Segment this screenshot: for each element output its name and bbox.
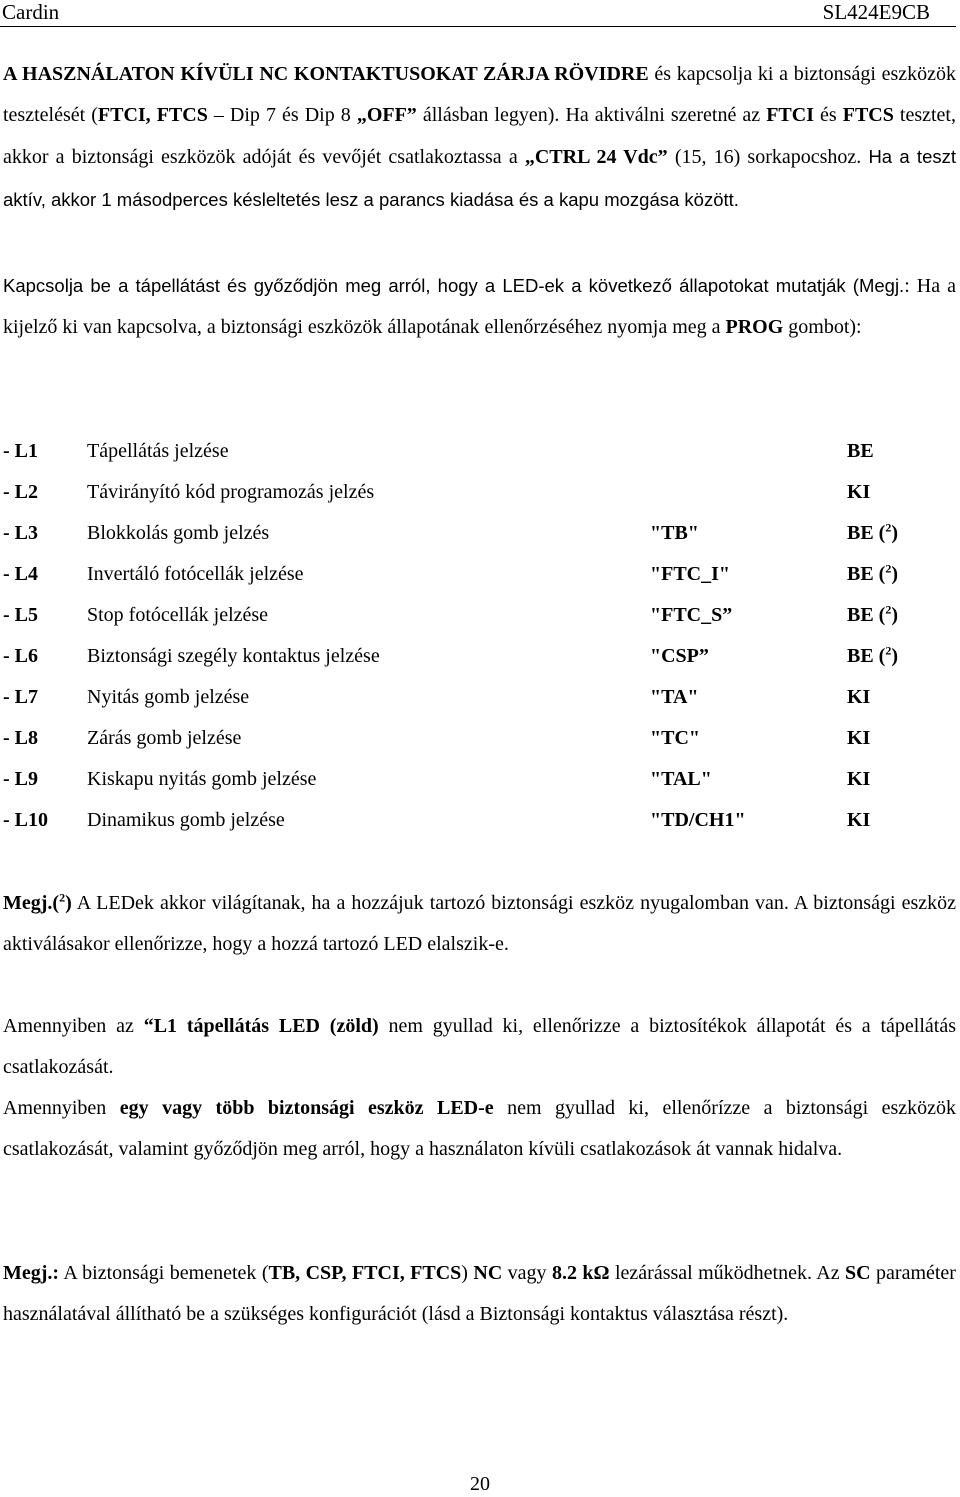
led-id: - L4 — [3, 563, 38, 585]
intro-text-3: állásban legyen). Ha aktiválni szeretné az — [416, 104, 767, 127]
led-state: BE — [847, 440, 874, 462]
led-description: Kiskapu nyitás gomb jelzése — [87, 768, 317, 790]
safety-emphasis: egy vagy több biztonsági eszköz LED-e — [119, 1097, 494, 1119]
led-row — [3, 431, 898, 472]
led-state: BE ($^2$) — [847, 602, 899, 626]
led-code: "TB" — [650, 522, 699, 544]
check-text-3: gombot): — [783, 316, 862, 339]
check-prog: PROG — [725, 316, 784, 339]
led-id: - L9 — [3, 768, 38, 790]
intro-text-2: – Dip 7 és Dip 8 — [207, 104, 357, 127]
intro-emphasis: A HASZNÁLATON KÍVÜLI NC KONTAKTUSOKAT ZÁRJA RÖVIDRE — [3, 63, 649, 85]
led-id: - L8 — [3, 727, 38, 749]
led-row — [3, 718, 898, 759]
led-state: KI — [847, 481, 871, 503]
note2-sc: SC — [845, 1262, 871, 1284]
led-description: Dinamikus gomb jelzése — [87, 809, 285, 831]
note2-label: Megj.: — [3, 1262, 60, 1284]
led-state: KI — [847, 768, 871, 790]
led-code: "TC" — [650, 727, 700, 749]
intro-delay-note: Ha a teszt aktív, akkor 1 másodperces késleltetés lesz a parancs kiadása és a kapu mozgása között. — [3, 146, 957, 210]
note2-inputs: TB, CSP, FTCI, FTCS — [268, 1262, 462, 1284]
note1-label: Megj.($^2$) — [3, 890, 72, 914]
led-code: "CSP” — [650, 645, 709, 667]
led-code — [650, 431, 847, 472]
intro-paragraph — [3, 54, 956, 221]
intro-text-6: (15, 16) sorkapocshoz. — [667, 146, 869, 169]
note1-paragraph — [3, 883, 956, 965]
led-code: "TAL" — [650, 768, 712, 790]
check-paragraph — [3, 265, 956, 348]
safety-text-1: Amennyiben — [3, 1097, 120, 1119]
safety-paragraph — [3, 1088, 956, 1170]
led-description: Nyitás gomb jelzése — [87, 686, 250, 708]
intro-off: „OFF” — [356, 104, 417, 127]
note2-nc: NC — [473, 1262, 503, 1284]
led-description: Invertáló fotócellák jelzése — [87, 563, 304, 585]
intro-test-names: FTCI, FTCS — [97, 104, 208, 127]
led-code: "TA" — [650, 686, 699, 708]
note2-resistor: 8.2 kΩ — [551, 1262, 610, 1284]
led-row — [3, 472, 898, 513]
power-led: “L1 tápellátás LED (zöld) — [143, 1015, 379, 1037]
power-text-2: nem gyullad ki, ellenőrizze a biztosítékok állapotát és a tápellátás csatlakozását. — [3, 1015, 956, 1079]
led-table — [3, 431, 898, 841]
led-description: Stop fotócellák jelzése — [87, 604, 269, 626]
led-description: Tápellátás jelzése — [87, 440, 229, 462]
led-row — [3, 800, 898, 841]
header-model: SL424E9CB — [822, 0, 930, 24]
note1-text: A LEDek akkor világítanak, ha a hozzájuk tartozó biztonsági eszköz nyugalomban van. A biztonsági eszköz aktiválásakor ellenőrizze, hogy a hozzá tartozó LED elalszik-e. — [3, 892, 956, 956]
led-row — [3, 554, 898, 595]
intro-ftcs: FTCS — [842, 104, 894, 127]
intro-ftci: FTCI — [766, 104, 814, 127]
led-description: Blokkolás gomb jelzés — [87, 522, 270, 544]
led-code — [650, 472, 847, 513]
note2-text-1: A biztonsági bemenetek ( — [59, 1262, 269, 1284]
led-row — [3, 677, 898, 718]
led-row — [3, 636, 898, 677]
note2-text-4: lezárással működhetnek. Az — [609, 1262, 846, 1284]
led-id: - L7 — [3, 686, 38, 708]
led-state: KI — [847, 809, 871, 831]
page-header — [0, 0, 956, 27]
led-row — [3, 759, 898, 800]
check-text-2: : Ha a kijelző ki van kapcsolva, a biztonsági eszközök állapotának ellenőrzéséhez nyomja meg a — [3, 275, 956, 339]
safety-text-2: nem gyullad ki, ellenőrízze a biztonsági eszközök csatlakozását, valamint győződjön meg arról, hogy a használaton kívüli csatlakozások át vannak hidalva. — [3, 1097, 956, 1161]
led-row — [3, 513, 898, 554]
led-state: BE ($^2$) — [847, 520, 899, 544]
led-description: Távirányító kód programozás jelzés — [87, 481, 375, 503]
led-description: Zárás gomb jelzése — [87, 727, 242, 749]
led-code: "TD/CH1" — [650, 809, 746, 831]
intro-ctrl: „CTRL 24 Vdc” — [524, 146, 668, 169]
led-id: - L3 — [3, 522, 38, 544]
led-row — [3, 595, 898, 636]
led-state: BE ($^2$) — [847, 643, 899, 667]
led-code: "FTC_I" — [650, 563, 730, 585]
page-number: 20 — [470, 1473, 490, 1495]
power-paragraph — [3, 1006, 956, 1088]
led-id: - L2 — [3, 481, 38, 503]
led-id: - L10 — [3, 809, 48, 831]
note2-text-2: ) — [461, 1262, 474, 1284]
led-state: KI — [847, 686, 871, 708]
note2-text-3: vagy — [502, 1262, 552, 1284]
check-text-1: Kapcsolja be a tápellátást és győződjön meg arról, hogy a LED-ek a következő állapotokat mutatják (Megj. — [3, 275, 905, 296]
intro-text-4: és — [813, 104, 843, 127]
note2-text-5: paraméter használatával állítható be a szükséges konfigurációt (lásd a Biztonsági kontaktus választása részt). — [3, 1262, 956, 1326]
note2-paragraph — [3, 1253, 956, 1335]
intro-text-1: és kapcsolja ki a biztonsági eszközök tesztelését ( — [3, 63, 956, 127]
led-code: "FTC_S” — [650, 604, 733, 626]
led-id: - L6 — [3, 645, 38, 667]
power-text-1: Amennyiben az — [3, 1015, 144, 1037]
header-brand: Cardin — [2, 0, 60, 24]
led-state: BE ($^2$) — [847, 561, 899, 585]
led-id: - L5 — [3, 604, 38, 626]
led-state: KI — [847, 727, 871, 749]
led-description: Biztonsági szegély kontaktus jelzése — [87, 645, 380, 667]
led-id: - L1 — [3, 440, 38, 462]
intro-text-5: tesztet, akkor a biztonsági eszközök adóját és vevőjét csatlakoztassa a — [3, 104, 956, 169]
